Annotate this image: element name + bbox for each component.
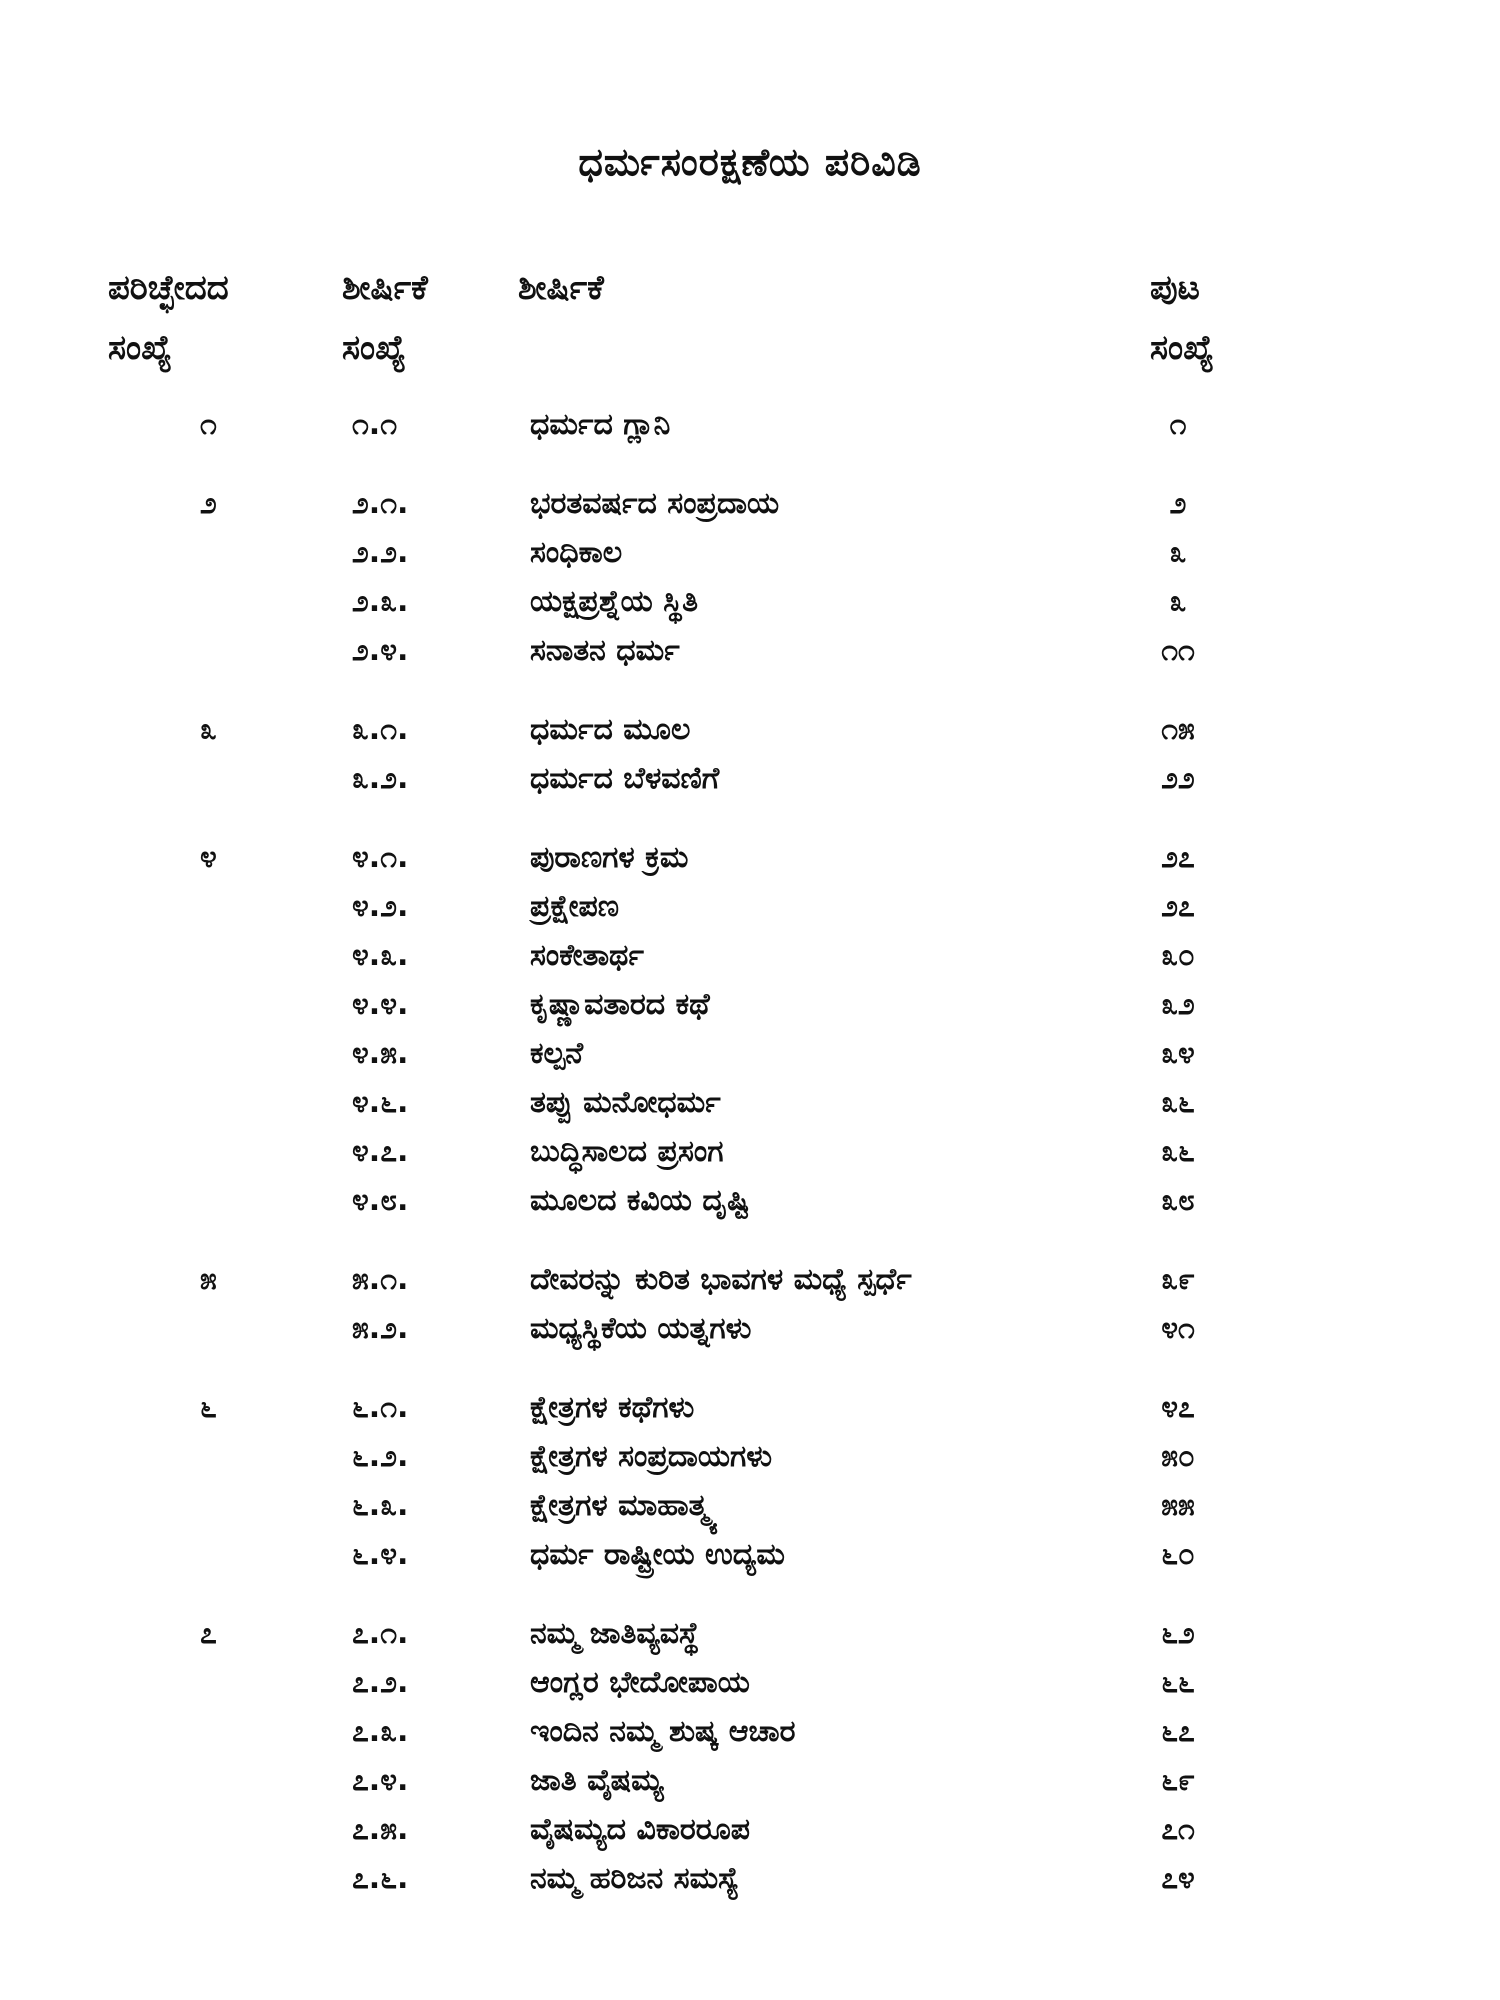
toc-chapter-number: ೨: [200, 486, 217, 521]
toc-row: [0, 1756, 1500, 1805]
toc-row: [0, 1530, 1500, 1579]
header-chapter-line-2: ಸಂಖ್ಯೆ: [108, 328, 172, 368]
toc-page-number: ೬೬: [1161, 1665, 1195, 1700]
toc-row: [0, 400, 1500, 449]
toc-topic-title: ಸಂಕೇತಾರ್ಥ: [530, 938, 644, 973]
toc-row: [0, 1432, 1500, 1481]
toc-row: [0, 1805, 1500, 1854]
toc-topic-number: ೩.೨.: [352, 761, 409, 796]
header-topic-line-1: ಶೀರ್ಷಿಕೆ: [518, 268, 604, 308]
header-topic-number-line-2: ಸಂಖ್ಯೆ: [342, 328, 406, 368]
header-page-line-1: ಪುಟ: [1150, 268, 1200, 308]
toc-topic-title: ಬುದ್ಧಿಸಾಲದ ಪ್ರಸಂಗ: [530, 1134, 724, 1169]
toc-page-number: ೫೦: [1161, 1439, 1195, 1474]
toc-topic-title: ಇಂದಿನ ನಮ್ಮ ಶುಷ್ಕ ಆಚಾರ: [530, 1714, 796, 1749]
toc-chapter-number: ೪: [200, 840, 217, 875]
toc-topic-number: ೬.೧.: [352, 1390, 409, 1425]
toc-topic-number: ೪.೭.: [352, 1134, 409, 1169]
toc-topic-title: ಪ್ರಕ್ಷೇಪಣ: [530, 889, 620, 924]
toc-page-number: ೩೪: [1161, 1036, 1195, 1071]
toc-topic-title: ಕ್ಷೇತ್ರಗಳ ಕಥೆಗಳು: [530, 1390, 695, 1425]
toc-row: [0, 1029, 1500, 1078]
toc-row: [0, 1304, 1500, 1353]
toc-topic-title: ಕೃಷ್ಣಾವತಾರದ ಕಥೆ: [530, 987, 710, 1022]
toc-page-number: ೩೬: [1161, 1134, 1195, 1169]
header-page-line-2: ಸಂಖ್ಯೆ: [1150, 328, 1214, 368]
toc-row: [0, 528, 1500, 577]
toc-page-number: ೩: [1169, 535, 1187, 570]
toc-topic-number: ೭.೧.: [352, 1616, 409, 1651]
header-topic-number-line-1: ಶೀರ್ಷಿಕೆ: [342, 268, 428, 308]
toc-topic-title: ಕ್ಷೇತ್ರಗಳ ಸಂಪ್ರದಾಯಗಳು: [530, 1439, 773, 1474]
toc-page-number: ೭೧: [1161, 1812, 1195, 1847]
toc-page-number: ೩೨: [1161, 987, 1195, 1022]
toc-topic-title: ಧರ್ಮದ ಮೂಲ: [530, 712, 691, 747]
toc-page-number: ೨೭: [1161, 889, 1195, 924]
toc-row: [0, 705, 1500, 754]
toc-chapter-number: ೩: [200, 712, 217, 747]
toc-topic-number: ೪.೪.: [352, 987, 409, 1022]
header-topic: [518, 258, 604, 318]
toc-row: [0, 1176, 1500, 1225]
header-chapter-number: [108, 258, 229, 378]
toc-page-number: ೨: [1169, 486, 1187, 521]
toc-topic-number: ೧.೧: [352, 407, 397, 442]
toc-row: [0, 1707, 1500, 1756]
toc-page-number: ೧೫: [1161, 712, 1195, 747]
toc-topic-number: ೪.೧.: [352, 840, 409, 875]
toc-page-number: ೬೦: [1161, 1537, 1195, 1572]
toc-chapter-number: ೬: [200, 1390, 217, 1425]
toc-page-number: ೩೦: [1161, 938, 1195, 973]
page-title: ಧರ್ಮಸಂರಕ್ಷಣೆಯ ಪರಿವಿಡಿ: [578, 140, 922, 184]
toc-topic-title: ಸಂಧಿಕಾಲ: [530, 535, 623, 570]
toc-chapter-number: ೧: [200, 407, 217, 442]
toc-topic-title: ನಮ್ಮ ಜಾತಿವ್ಯವಸ್ಥೆ: [530, 1616, 700, 1651]
toc-row: [0, 882, 1500, 931]
toc-topic-title: ಭರತವರ್ಷದ ಸಂಪ್ರದಾಯ: [530, 486, 780, 521]
toc-topic-number: ೭.೪.: [352, 1763, 409, 1798]
toc-topic-title: ಆಂಗ್ಲರ ಭೇದೋಪಾಯ: [530, 1665, 750, 1700]
toc-topic-number: ೪.೩.: [352, 938, 409, 973]
toc-page-number: ೨೨: [1161, 761, 1195, 796]
toc-topic-title: ಕ್ಷೇತ್ರಗಳ ಮಾಹಾತ್ಮ್ಯ: [530, 1488, 714, 1523]
toc-topic-number: ೫.೨.: [352, 1311, 409, 1346]
toc-topic-title: ದೇವರನ್ನು ಕುರಿತ ಭಾವಗಳ ಮಧ್ಯೆ ಸ್ಪರ್ಧೆ: [530, 1262, 912, 1297]
toc-topic-number: ೬.೪.: [352, 1537, 409, 1572]
toc-topic-title: ಕಲ್ಪನೆ: [530, 1036, 584, 1071]
toc-row: [0, 479, 1500, 528]
toc-page-number: ೬೯: [1161, 1763, 1195, 1798]
toc-row: [0, 754, 1500, 803]
toc-row: [0, 577, 1500, 626]
toc-topic-number: ೪.೮.: [352, 1183, 409, 1218]
toc-topic-title: ಮಧ್ಯಸ್ಥಿಕೆಯ ಯತ್ನಗಳು: [530, 1311, 752, 1346]
toc-page-number: ೩೬: [1161, 1085, 1195, 1120]
toc-chapter-number: ೫: [200, 1262, 217, 1297]
toc-topic-number: ೪.೬.: [352, 1085, 409, 1120]
toc-row: [0, 1481, 1500, 1530]
toc-row: [0, 931, 1500, 980]
toc-topic-title: ಧರ್ಮದ ಬೆಳವಣಿಗೆ: [530, 761, 720, 796]
toc-row: [0, 833, 1500, 882]
toc-page-number: ೪೧: [1161, 1311, 1195, 1346]
toc-topic-title: ಮೂಲದ ಕವಿಯ ದೃಷ್ಟಿ: [530, 1183, 750, 1218]
toc-topic-number: ೬.೩.: [352, 1488, 409, 1523]
toc-row: [0, 1127, 1500, 1176]
toc-topic-title: ತಪ್ಪು ಮನೋಧರ್ಮ: [530, 1085, 721, 1120]
toc-page-number: ೧: [1169, 407, 1187, 442]
toc-page-number: ೪೭: [1161, 1390, 1195, 1425]
toc-page-number: ೩೮: [1161, 1183, 1195, 1218]
toc-topic-title: ವೈಷಮ್ಯದ ವಿಕಾರರೂಪ: [530, 1812, 751, 1847]
toc-topic-number: ೬.೨.: [352, 1439, 409, 1474]
header-page-number: [1150, 258, 1214, 378]
toc-page-number: ೩೯: [1161, 1262, 1195, 1297]
toc-page-number: ೬೨: [1161, 1616, 1195, 1651]
toc-row: [0, 1255, 1500, 1304]
toc-topic-number: ೪.೫.: [352, 1036, 409, 1071]
toc-row: [0, 980, 1500, 1029]
toc-topic-number: ೪.೨.: [352, 889, 409, 924]
toc-topic-title: ನಮ್ಮ ಹರಿಜನ ಸಮಸ್ಯೆ: [530, 1861, 740, 1896]
toc-page-number: ೩: [1169, 584, 1187, 619]
toc-topic-number: ೨.೪.: [352, 633, 409, 668]
table-of-contents: [0, 400, 1500, 1903]
toc-topic-number: ೭.೬.: [352, 1861, 409, 1896]
toc-page-number: ೧೧: [1161, 633, 1195, 668]
toc-row: [0, 1854, 1500, 1903]
toc-page-number: ೫೫: [1161, 1488, 1195, 1523]
toc-row: [0, 1078, 1500, 1127]
header-chapter-line-1: ಪರಿಚ್ಛೇದದ: [108, 268, 229, 308]
toc-topic-title: ಧರ್ಮದ ಗ್ಲಾನಿ: [530, 407, 671, 442]
toc-topic-number: ೨.೩.: [352, 584, 409, 619]
toc-topic-title: ಜಾತಿ ವೈಷಮ್ಯ: [530, 1763, 664, 1798]
toc-topic-number: ೭.೨.: [352, 1665, 409, 1700]
toc-row: [0, 1383, 1500, 1432]
toc-topic-number: ೭.೩.: [352, 1714, 409, 1749]
toc-topic-number: ೨.೨.: [352, 535, 409, 570]
toc-topic-number: ೭.೫.: [352, 1812, 409, 1847]
toc-topic-title: ಧರ್ಮ ರಾಷ್ಟ್ರೀಯ ಉದ್ಯಮ: [530, 1537, 785, 1572]
toc-topic-title: ಸನಾತನ ಧರ್ಮ: [530, 633, 680, 668]
header-topic-number: [342, 258, 428, 378]
toc-row: [0, 1658, 1500, 1707]
toc-topic-title: ಪುರಾಣಗಳ ಕ್ರಮ: [530, 840, 689, 875]
toc-row: [0, 626, 1500, 675]
toc-page-number: ೬೭: [1161, 1714, 1195, 1749]
toc-topic-number: ೫.೧.: [352, 1262, 409, 1297]
toc-row: [0, 1609, 1500, 1658]
toc-page-number: ೭೪: [1161, 1861, 1195, 1896]
toc-chapter-number: ೭: [200, 1616, 217, 1651]
toc-topic-title: ಯಕ್ಷಪ್ರಶ್ನೆಯ ಸ್ಥಿತಿ: [530, 584, 699, 619]
toc-topic-number: ೨.೧.: [352, 486, 409, 521]
toc-topic-number: ೩.೧.: [352, 712, 409, 747]
toc-page-number: ೨೭: [1161, 840, 1195, 875]
